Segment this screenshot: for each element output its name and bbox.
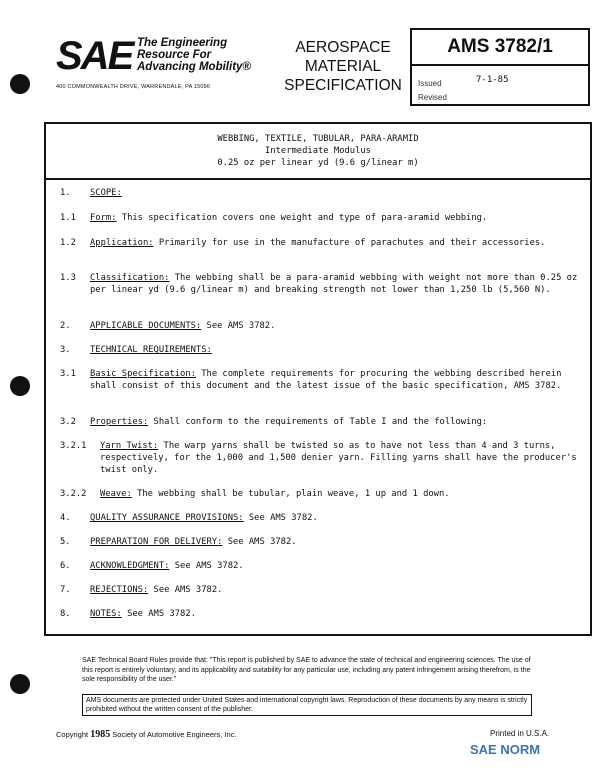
sae-policy-notice: SAE Technical Board Rules provide that: "This report is published by SAE to advance the state of technical and engineering sciences. The use of this report is entirely voluntary, and its applicability and suitability for any particular use, including any patent infringement arising therefrom, is the sole responsibility of the user." (82, 657, 531, 683)
issued-label: Issued (418, 79, 442, 88)
revised-label: Revised (418, 93, 447, 102)
punch-hole-middle (10, 376, 30, 396)
issued-date: 7-1-85 (476, 75, 509, 85)
printed-in: Printed in U.S.A. (490, 729, 550, 738)
document-title: WEBBING, TEXTILE, TUBULAR, PARA-ARAMID Intermediate Modulus 0.25 oz per linear yd (9.6 g/linear m) (46, 124, 590, 180)
sae-norm-watermark (470, 740, 594, 772)
sae-address: 400 COMMONWEALTH DRIVE, WARRENDALE, PA 15096 (56, 84, 211, 90)
sae-logo: SAE (56, 34, 133, 78)
specification-body: WEBBING, TEXTILE, TUBULAR, PARA-ARAMID Intermediate Modulus 0.25 oz per linear yd (9.6 g/linear m) 1. SCOPE: 1.1 Form: This specification covers one weight and type of para-aramid webbing. 1.2 Application: Primarily for use in the manufacture of parachutes and their accessories. 1.3 Classification: The webbing shall be a para-aramid webbing with weight not more than 0.25 oz per linear yd (9.6 g/linear m) and breaking strength not lower than 1,250 lb (5,560 N). 2. APPLICABLE DOCUMENTS: See AMS 3782. 3. TECHNICAL REQUIREMENTS: 3.1 Basic Specification: The complete requirements for procuring the webbing described herein shall consist of this document and the latest issue of the basic specification, AMS 3782. 3.2 Properties: Shall conform to the requirements of Table I and the following: 3.2.1 Yarn Twist: The warp yarns shall be twisted so as to have not less than 4 and 3 turns, respectively, for the 1,000 and 1,500 denier yarn. Filling yarns shall have the producer's twist only. 3.2.2 Weave: The webbing shall be tubular, plain weave, 1 up and 1 down. 4. QUALITY ASSURANCE PROVISIONS: See AMS 3782. 5. PREPARATION FOR DELIVERY: See AMS 3782. 6. ACKNOWLEDGMENT: See AMS 3782. 7. REJECTIONS: See AMS 3782. 8. NOTES: See AMS 3782. (44, 122, 592, 636)
copyright-notice-box: AMS documents are protected under United States and international copyright laws. Reproduction of these documents by any means is strictly prohibited without the written consent of the publisher. (82, 694, 532, 716)
doc-number-box (410, 28, 590, 106)
doc-number: AMS 3782/1 (412, 30, 588, 66)
punch-hole-bottom (10, 674, 30, 694)
watermark-text: SAE NORM (470, 742, 541, 757)
punch-hole-top (10, 74, 30, 94)
copyright-line: Copyright 1985 Society of Automotive Engineers, Inc. (56, 729, 237, 740)
document-header (44, 28, 590, 108)
document-category: AEROSPACE MATERIAL SPECIFICATION (284, 39, 402, 94)
sae-tagline: The Engineering Resource For Advancing Mobility® (137, 37, 251, 73)
